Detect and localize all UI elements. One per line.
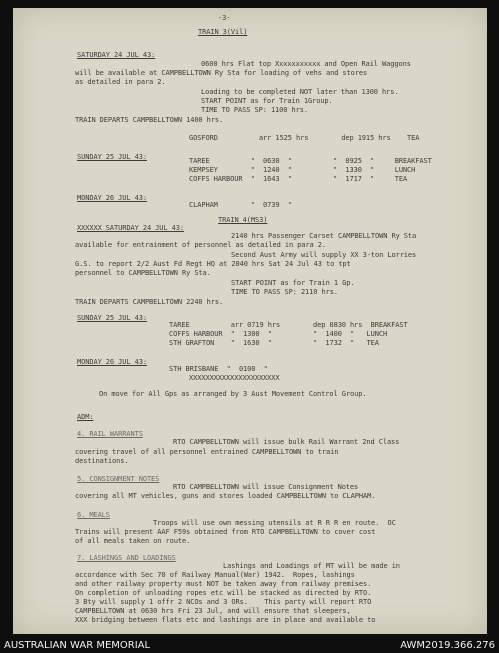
train4-sunday: SUNDAY 25 JUL 43:	[77, 314, 147, 322]
train4-para-line: personnel to CAMPBELLTOWN Ry Sta.	[75, 269, 211, 277]
train4-departs: TRAIN DEPARTS CAMPBELLTOWN 2240 hrs.	[75, 298, 224, 306]
train3-para-line: TIME TO PASS SP: 1100 hrs.	[201, 106, 308, 114]
section-body-line: covering all MT vehicles, guns and stores loaded CAMPBELLTOWN to CLAPHAM.	[75, 492, 376, 500]
section-body-line: Trains will present AAF F59s obtained from RTO CAMPBELLTOWN to cover cost	[75, 528, 376, 536]
struck-out-text: XXXXXXXXXXXXXXXXXXXXXX	[189, 374, 280, 382]
train3-title: TRAIN 3(Vil)	[198, 28, 248, 36]
train3-sunday: SUNDAY 25 JUL 43:	[77, 153, 147, 161]
section-body-line: accordance with Sec 70 of Railway Manual(War) 1942. Ropes, lashings	[75, 571, 355, 579]
movement-control-line: On move for All Gps as arranged by 3 Aust Movement Control Group.	[99, 390, 367, 398]
train4-title: TRAIN 4(MS3)	[218, 216, 268, 224]
section-body-line: and other railway property must NOT be taken away from railway premises.	[75, 580, 372, 588]
adm-heading: ADM:	[77, 413, 94, 421]
train4-timetable-row: STH GRAFTON " 1630 " " 1732 " TEA	[169, 339, 379, 347]
train3-monday: MONDAY 26 JUL 43:	[77, 194, 147, 202]
train3-para-line: START POINT as for Train 1Group.	[201, 97, 333, 105]
section-body-line: Lashings and Loadings of MT will be made in	[223, 562, 400, 570]
train3-para-line: as detailed in para 2.	[75, 78, 166, 86]
train4-date: XXXXXX SATURDAY 24 JUL 43:	[77, 224, 184, 232]
train4-para-line: TIME TO PASS SP: 2110 hrs.	[231, 288, 338, 296]
footer-institution: AUSTRALIAN WAR MEMORIAL	[4, 640, 151, 651]
footer-accession-number: AWM2019.366.276	[400, 640, 495, 651]
page-number: -3-	[218, 14, 231, 22]
train4-timetable-row: TAREE arr 0719 hrs dep 0830 hrs BREAKFAST	[169, 321, 408, 329]
section-body-line: RTO CAMPBELLTOWN will issue Consignment Notes	[173, 483, 359, 491]
train4-para-line: Second Aust Army will supply XX 3-ton Lorries	[231, 251, 417, 259]
archive-footer	[0, 637, 499, 653]
train3-departs: TRAIN DEPARTS CAMPBELLTOWN 1400 hrs.	[75, 116, 224, 124]
train3-para-line: will be available at CAMPBELLTOWN Ry Sta for loading of vehs and stores	[75, 69, 368, 77]
train3-para-line: 0600 hrs Flat top Xxxxxxxxxxx and Open Rail Waggons	[201, 60, 411, 68]
document-page	[13, 8, 487, 634]
train3-clapham-row: CLAPHAM " 0739 "	[189, 201, 292, 209]
section-body-line: destinations.	[75, 457, 129, 465]
train3-para-line: Loading to be completed NOT later than 1300 hrs.	[201, 88, 399, 96]
section-heading: 6. MEALS	[77, 511, 110, 519]
section-body-line: 3 Bty will supply 1 offr 2 NCOs and 3 ORs. This party will report RTO	[75, 598, 372, 606]
section-body-line: On completion of unloading ropes etc will be stacked as directed by RTO.	[75, 589, 372, 597]
train4-para-line: 2140 hrs Passenger Carset CAMPBELLTOWN Ry Sta	[231, 232, 417, 240]
section-heading: 7. LASHINGS AND LOADINGS	[77, 554, 176, 562]
section-body-line: CAMPBELLTOWN at 0630 hrs Fri 23 Jul, and will ensure that sleepers,	[75, 607, 351, 615]
section-body-line: RTO CAMPBELLTOWN will issue bulk Rail Warrant 2nd Class	[173, 438, 400, 446]
section-body-line: of all meals taken on route.	[75, 537, 191, 545]
train4-timetable-row: COFFS HARBOUR " 1300 " " 1400 " LUNCH	[169, 330, 388, 338]
train4-monday: MONDAY 26 JUL 43:	[77, 358, 147, 366]
train3-timetable-row: KEMPSEY " 1240 " " 1330 " LUNCH	[189, 166, 416, 174]
section-heading: 5. CONSIGNMENT NOTES	[77, 475, 160, 483]
train3-gosford-row: GOSFORD arr 1525 hrs dep 1915 hrs TEA	[189, 134, 420, 142]
section-heading: 4. RAIL WARRANTS	[77, 430, 143, 438]
section-body-line: covering travel of all personnel entrained CAMPBELLTOWN to train	[75, 448, 339, 456]
section-body-line: XXX bridging between flats etc and lashings are in place and available to	[75, 616, 376, 624]
train4-para-line: available for entrainment of personnel as detailed in para 2.	[75, 241, 326, 249]
train3-timetable-row: COFFS HARBOUR " 1643 " " 1717 " TEA	[189, 175, 408, 183]
train4-para-line: START POINT as for Train 1 Gp.	[231, 279, 355, 287]
train3-date: SATURDAY 24 JUL 43:	[77, 51, 156, 59]
train3-timetable-row: TAREE " 0630 " " 0925 " BREAKFAST	[189, 157, 432, 165]
train4-para-line: G.S. to report 2/2 Aust Fd Regt HQ at 2040 hrs Sat 24 Jul 43 to tpt	[75, 260, 351, 268]
train4-brisbane-row: STH BRISBANE " 0100 "	[169, 365, 268, 373]
section-body-line: Troops will use own messing utensils at R R R en route. OC	[153, 519, 396, 527]
